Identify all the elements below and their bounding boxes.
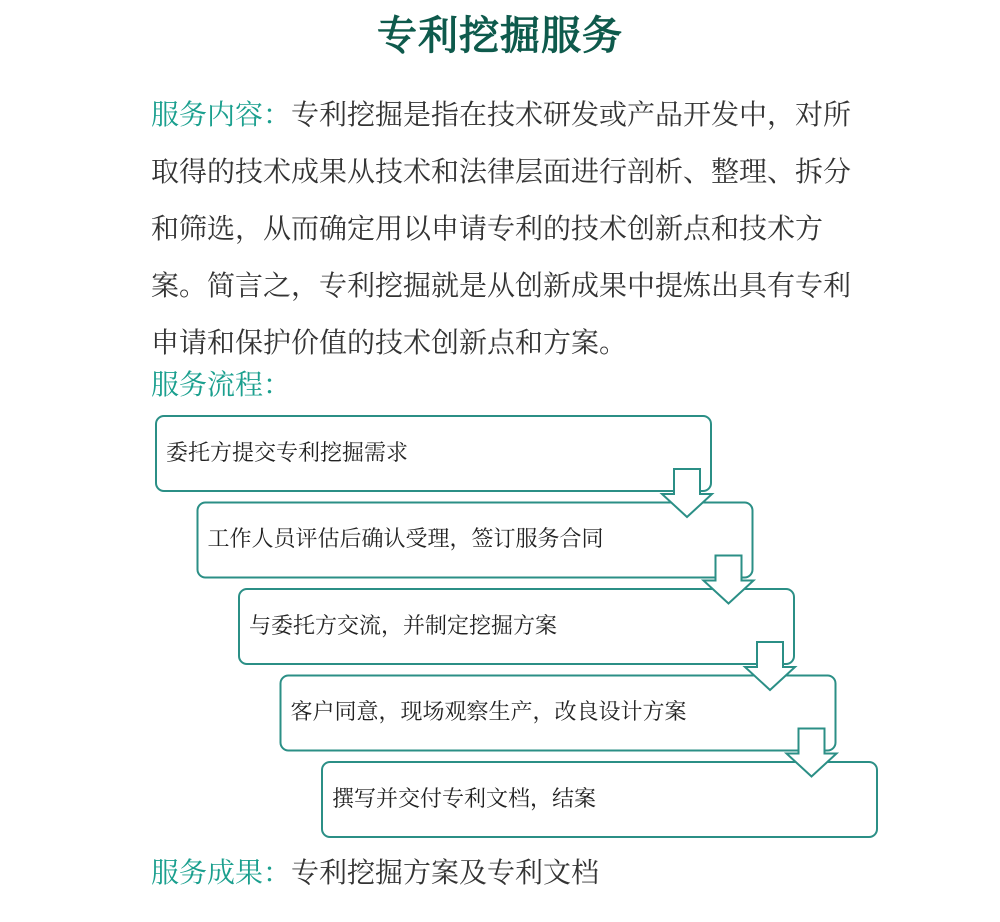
- flow-step-2: 工作人员评估后确认受理，签订服务合同: [207, 527, 604, 552]
- flow-step-4: 客户同意，现场观察生产，改良设计方案: [290, 700, 687, 725]
- page-title: 专利挖掘服务: [377, 13, 623, 59]
- flow-step-1: 委托方提交专利挖掘需求: [166, 440, 409, 466]
- service-result-text: 专利挖掘方案及专利文档: [291, 856, 600, 889]
- service-flow-label: 服务流程：: [151, 368, 292, 401]
- service-content-text: 专利挖掘是指在技术研发或产品开发中，对所取得的技术成果从技术和法律层面进行剖析、整理、拆分和筛选，从而确定用以申请专利的技术创新点和技术方案。简言之，专利挖掘就是从创新成果中提炼出具有专利申请和保护价值的技术创新点和方案。: [151, 98, 852, 359]
- service-result-label: 服务成果：: [151, 856, 292, 889]
- service-content-label: 服务内容：: [151, 98, 292, 131]
- service-result: [151, 848, 599, 898]
- flow-step-5: 撰写并交付专利文档，结案: [332, 786, 597, 812]
- flow-step-3: 与委托方交流，并制定挖掘方案: [249, 613, 558, 639]
